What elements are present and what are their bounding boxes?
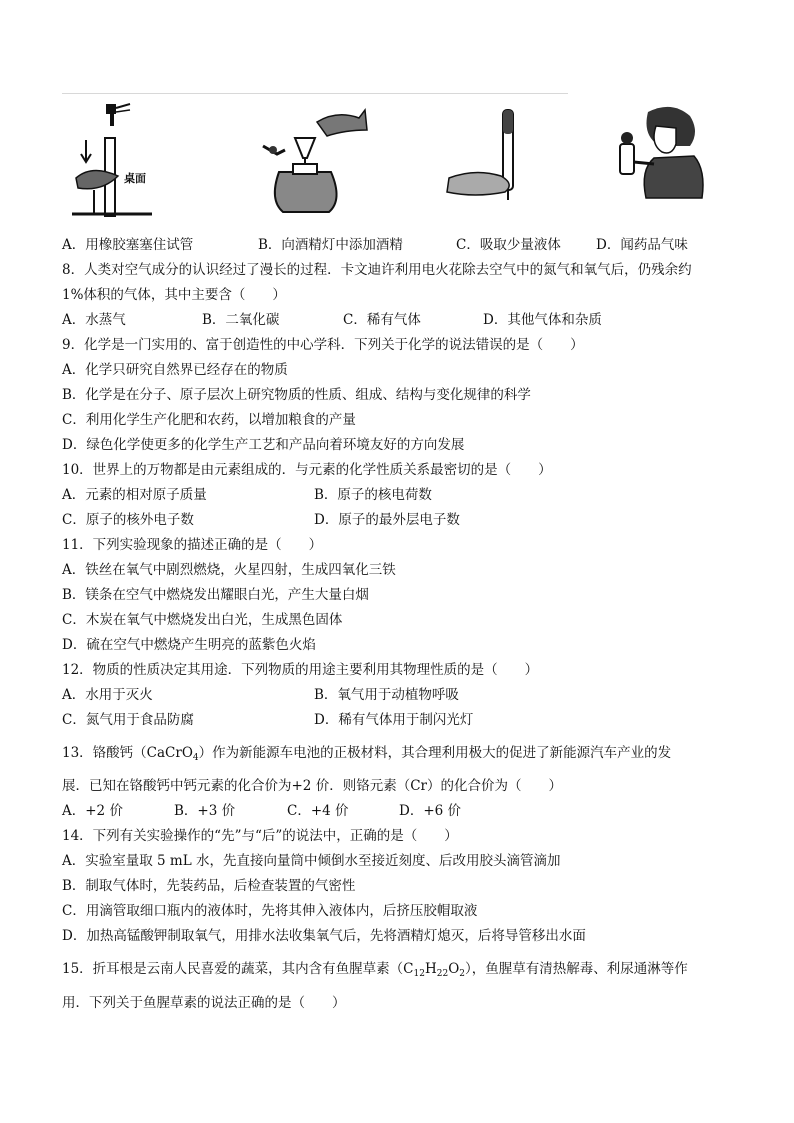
q10-stem: 10．世界上的万物都是由元素组成的．与元素的化学性质关系最密切的是（ ） [62, 462, 552, 478]
q15-sub-hydrogen: 22 [436, 969, 449, 979]
q15-oxygen: O [448, 961, 460, 977]
q14-stem: 14．下列有关实验操作的“先”与“后”的说法中，正确的是（ ） [62, 828, 458, 844]
q8-option-a: A．水蒸气 [62, 312, 126, 328]
q13-option-a: A．+2 价 [62, 803, 123, 819]
q12-option-d: D．稀有气体用于制闪光灯 [314, 712, 474, 728]
q11-option-b: B．镁条在空气中燃烧发出耀眼白光，产生大量白烟 [62, 587, 369, 603]
figure-smelling [610, 100, 710, 222]
q7-option-a: A．用橡胶塞塞住试管 [62, 237, 194, 253]
q14-option-c: C．用滴管取细口瓶内的液体时，先将其伸入液体内，后挤压胶帽取液 [62, 903, 478, 919]
q13-stem-line2: 展．已知在铬酸钙中钙元素的化合价为+2 价．则铬元素（Cr）的化合价为（ ） [62, 778, 562, 794]
figure-label-desktop: 桌面 [124, 172, 146, 185]
q13-option-c: C．+4 价 [287, 803, 349, 819]
q8-option-b: B．二氧化碳 [202, 312, 280, 328]
q10-option-b: B．原子的核电荷数 [314, 487, 432, 503]
q9-option-a: A．化学只研究自然界已经存在的物质 [62, 362, 288, 378]
q15-stem-line2: 用．下列关于鱼腥草素的说法正确的是（ ） [62, 995, 346, 1011]
q11-option-c: C．木炭在氧气中燃烧发出白光，生成黑色固体 [62, 612, 343, 628]
q12-option-b: B．氧气用于动植物呼吸 [314, 687, 459, 703]
q10-option-d: D．原子的最外层电子数 [314, 512, 460, 528]
q12-stem: 12．物质的性质决定其用途．下列物质的用途主要利用其物理性质的是（ ） [62, 662, 539, 678]
q10-option-c: C．原子的核外电子数 [62, 512, 194, 528]
q12-option-a: A．水用于灭火 [62, 687, 153, 703]
q8-stem-line2: 1%体积的气体，其中主要含（ ） [62, 287, 286, 303]
q13-line1-part-a: 13．铬酸钙（CaCrO [62, 745, 193, 761]
q15-hydrogen: H [424, 961, 437, 977]
q9-option-b: B．化学是在分子、原子层次上研究物质的性质、组成、结构与变化规律的科学 [62, 387, 531, 403]
q14-option-a: A．实验室量取 5 mL 水，先直接向量筒中倾倒水至接近刻度、后改用胶头滴管滴加 [62, 853, 561, 869]
q12-option-c: C．氮气用于食品防腐 [62, 712, 194, 728]
q13-formula-subscript: 4 [192, 753, 199, 763]
q15-sub-oxygen: 2 [459, 969, 466, 979]
q11-stem: 11．下列实验现象的描述正确的是（ ） [62, 537, 323, 553]
q7-option-c: C．吸取少量液体 [456, 237, 561, 253]
q15-line1-part-a: 15．折耳根是云南人民喜爱的蔬菜，其内含有鱼腥草素（C [62, 961, 414, 977]
q14-option-b: B．制取气体时，先装药品，后检查装置的气密性 [62, 878, 356, 894]
q9-stem: 9．化学是一门实用的、富于创造性的中心学科．下列关于化学的说法错误的是（ ） [62, 337, 584, 353]
q13-line1-part-b: ）作为新能源车电池的正极材料，其合理利用极大的促进了新能源汽车产业的发 [198, 745, 672, 761]
q13-option-b: B．+3 价 [174, 803, 236, 819]
q11-option-d: D．硫在空气中燃烧产生明亮的蓝紫色火焰 [62, 637, 316, 653]
q15-line1-part-b: ），鱼腥草有清热解毒、利尿通淋等作 [465, 961, 688, 977]
top-divider [62, 93, 568, 94]
figure-alcohol-lamp [255, 100, 375, 222]
q10-option-a: A．元素的相对原子质量 [62, 487, 207, 503]
q8-stem-line1: 8．人类对空气成分的认识经过了漫长的过程．卡文迪许利用电火花除去空气中的氮气和氧气后，仍残余约 [62, 262, 692, 278]
q13-option-d: D．+6 价 [399, 803, 462, 819]
q7-option-d: D．闻药品气味 [596, 237, 688, 253]
figure-dropper [445, 100, 525, 222]
q8-option-c: C．稀有气体 [343, 312, 421, 328]
q9-option-c: C．利用化学生产化肥和农药，以增加粮食的产量 [62, 412, 356, 428]
q13-stem-line1 [62, 744, 671, 767]
q15-stem-line1 [62, 960, 688, 983]
q11-option-a: A．铁丝在氧气中剧烈燃烧，火星四射，生成四氧化三铁 [62, 562, 396, 578]
q9-option-d: D．绿色化学使更多的化学生产工艺和产品向着环境友好的方向发展 [62, 437, 465, 453]
q7-option-b: B．向酒精灯中添加酒精 [258, 237, 403, 253]
q15-sub-carbon: 12 [413, 969, 425, 979]
q14-option-d: D．加热高锰酸钾制取氧气，用排水法收集氧气后，先将酒精灯熄灭，后将导管移出水面 [62, 928, 586, 944]
figure-stopper-test-tube [72, 100, 162, 222]
q8-option-d: D．其他气体和杂质 [483, 312, 602, 328]
